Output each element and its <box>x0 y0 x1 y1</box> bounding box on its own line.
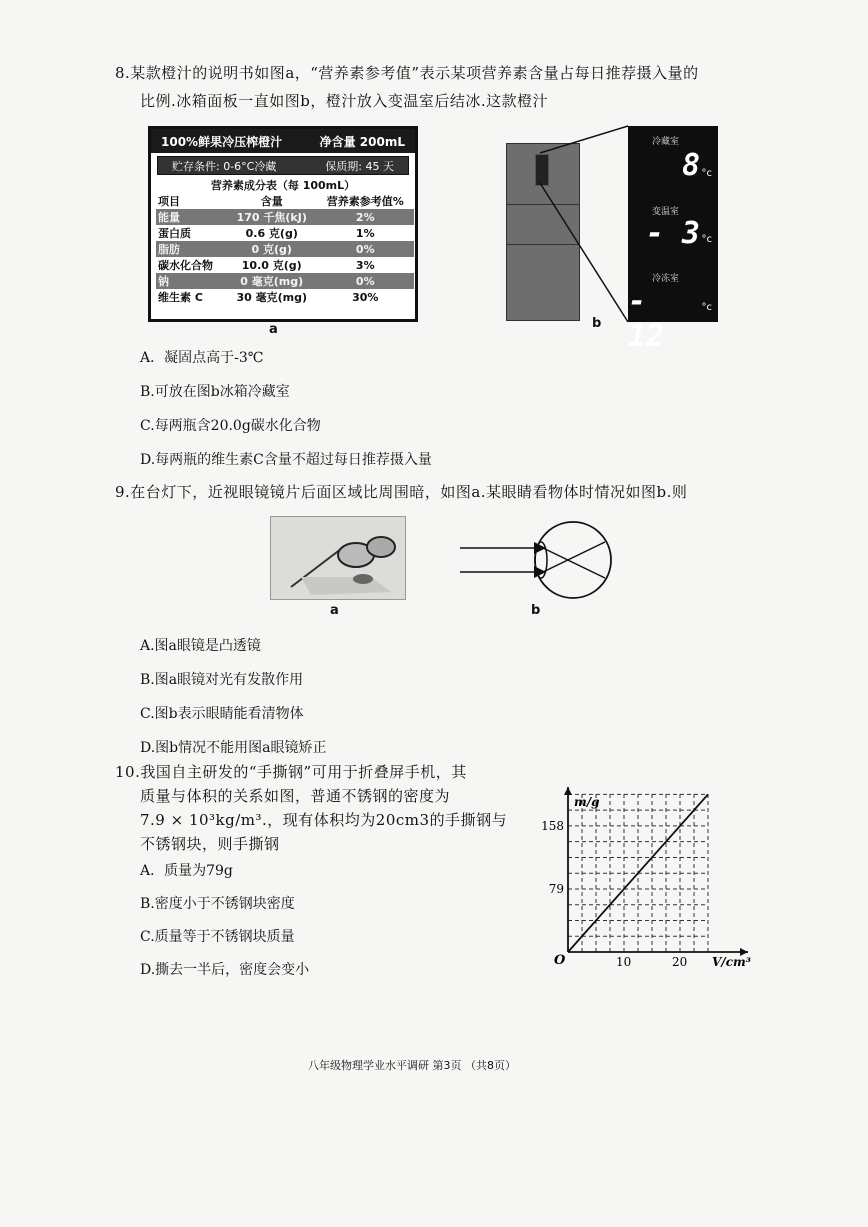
q9-option-b: B.图a眼镜对光有发散作用 <box>140 672 304 688</box>
cell: 2% <box>317 209 414 225</box>
origin-label: O <box>554 953 566 968</box>
q9-stem-line1: 9.在台灯下，近视眼镜镜片后面区域比周围暗，如图a.某眼睛看物体时情况如图b.则 <box>115 483 688 501</box>
table-row <box>156 241 414 257</box>
temp-unit: °c <box>701 234 712 245</box>
mass-volume-graph <box>541 782 768 982</box>
glasses-photo <box>270 516 406 600</box>
temp-unit: °c <box>701 302 712 313</box>
q9-option-c: C.图b表示眼睛能看清物体 <box>140 706 304 722</box>
q8-stem-line1: 8.某款橙汁的说明书如图a，“营养素参考值”表示某项营养素含量占每日推荐摄入量的 <box>115 64 699 82</box>
zone-fridge-temp: 8 <box>681 148 700 183</box>
figure-a-caption: a <box>269 322 278 337</box>
y-tick-label: 158 <box>541 818 564 833</box>
nutrition-table-title: 营养素成分表（每 100mL） <box>210 179 356 192</box>
label-title: 100%鲜果冷压榨橙汁 <box>161 134 283 149</box>
temp-unit: °c <box>701 168 712 179</box>
x-axis-label: V/cm³ <box>712 955 751 969</box>
table-row <box>156 289 414 305</box>
cell: 170 千焦(kJ) <box>227 209 317 225</box>
table-row <box>156 273 414 289</box>
q8-option-c: C.每两瓶含20.0g碳水化合物 <box>140 418 321 434</box>
col-header: 含量 <box>260 195 283 208</box>
x-tick-label: 10 <box>616 955 632 969</box>
cell: 碳水化合物 <box>158 259 213 272</box>
q10-option-c: C.质量等于不锈钢块质量 <box>140 929 295 945</box>
q8-option-a: A．凝固点高于-3℃ <box>140 350 264 366</box>
q9-figure-b-caption: b <box>531 603 541 618</box>
q10-stem-line3: 7.9 × 10³kg/m³.，现有体积均为20cm3的手撕钢与 <box>140 811 508 829</box>
q10-stem-line2: 质量与体积的关系如图，普通不锈钢的密度为 <box>140 787 451 805</box>
eye-ray-diagram <box>455 520 625 605</box>
table-row <box>156 257 414 273</box>
page-footer: 八年级物理学业水平调研 第3页 （共8页） <box>308 1059 516 1072</box>
col-header: 营养素参考值% <box>326 195 404 208</box>
q8-option-d: D.每两瓶的维生素C含量不超过每日推荐摄入量 <box>140 452 432 468</box>
cell: 能量 <box>156 209 227 225</box>
q10-option-d: D.撕去一半后，密度会变小 <box>140 962 310 978</box>
table-row <box>156 225 414 241</box>
cell: 脂肪 <box>156 241 227 257</box>
q10-stem-line1: 10.我国自主研发的“手撕钢”可用于折叠屏手机，其 <box>115 763 467 781</box>
q10-option-a: A．质量为79g <box>140 863 233 879</box>
cell: 30% <box>352 290 379 304</box>
y-axis-label: m/g <box>574 795 600 809</box>
cell: 1% <box>355 226 375 240</box>
q9-option-d: D.图b情况不能用图a眼镜矫正 <box>140 740 327 756</box>
q9-option-a: A.图a眼镜是凸透镜 <box>140 638 261 654</box>
nutrition-label <box>148 126 418 322</box>
zone-fridge-label: 冷藏室 <box>652 137 680 147</box>
cell: 0% <box>317 241 414 257</box>
figure-b-caption: b <box>592 316 602 331</box>
cell: 蛋白质 <box>158 227 191 240</box>
q8-stem-line2: 比例.冰箱面板一直如图b，橙汁放入变温室后结冰.这款橙汁 <box>140 92 549 110</box>
q9-figure-a-caption: a <box>330 603 339 618</box>
cell: 10.0 克(g) <box>241 259 302 272</box>
cell: 维生素 C <box>158 291 203 304</box>
x-tick-label: 20 <box>672 955 688 969</box>
cell: 0 毫克(mg) <box>227 273 317 289</box>
nutrition-table <box>156 193 414 305</box>
y-axis-arrow <box>564 787 572 795</box>
q10-option-b: B.密度小于不锈钢块密度 <box>140 896 295 912</box>
label-shelf-life: 保质期: 45 天 <box>325 159 394 173</box>
y-tick-label: 79 <box>548 881 564 896</box>
zone-variable-label: 变温室 <box>652 207 680 217</box>
cell: 3% <box>355 258 375 272</box>
q8-option-b: B.可放在图b冰箱冷藏室 <box>140 384 290 400</box>
cell: 0 克(g) <box>227 241 317 257</box>
label-storage: 贮存条件: 0-6°C冷藏 <box>172 159 277 173</box>
zone-freezer-temp: - 12 <box>628 284 665 354</box>
fridge-temperature-panel <box>628 126 718 354</box>
cell: 钠 <box>156 273 227 289</box>
col-header: 项目 <box>158 195 180 208</box>
label-net-volume: 净含量 200mL <box>319 134 405 149</box>
zone-variable-temp: - 3 <box>645 216 700 251</box>
cell: 30 毫克(mg) <box>236 291 307 304</box>
zoom-lines <box>540 126 630 326</box>
cell: 0.6 克(g) <box>245 227 298 240</box>
cell: 0% <box>317 273 414 289</box>
zone-freezer-label: 冷冻室 <box>652 274 680 284</box>
q10-stem-line4: 不锈钢块，则手撕钢 <box>140 835 280 853</box>
table-row <box>156 209 414 225</box>
